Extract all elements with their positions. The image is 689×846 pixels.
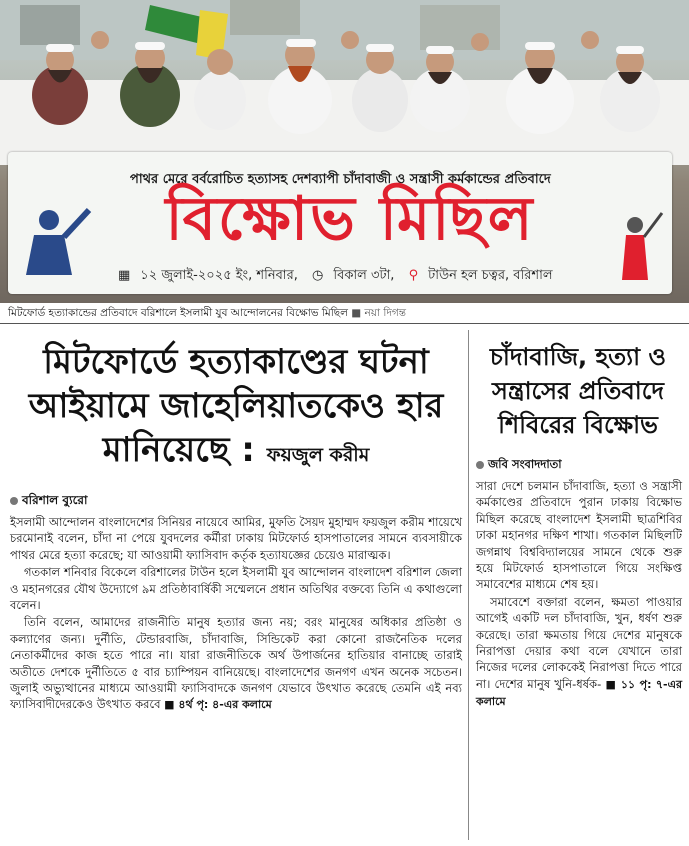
news-photo bbox=[0, 0, 689, 303]
paragraph-text: তিনি বলেন, আমাদের রাজনীতি মানুষ হত্যার জন্য নয়; বরং মানুষের অধিকার প্রতিষ্ঠা ও কল্যাণের জন্য। দুর্নীতি, টেন্ডারবাজি, চাঁদাবাজি, সিন্ডিকেট করা কোনো রাজনৈতিক দলের নেতাকর্মীদের কাজ হতে পারে না। যারা রাজনীতিকে অর্থ উপার্জনের হাতিয়ার বানাচ্ছে তারাই অতীতে দেশকে দুর্নীতিতে ৫ বার চ্যাম্পিয়ন বানিয়েছে। বাংলাদেশের জনগণ এখন অনেক সচেতন। জুলাই অভ্যুত্থানের মাধ্যমে আওয়ামী ফ্যাসিবাদকে জনগণ যেভাবে উৎখাত করেছে তেমনি এই নব্য ফ্যাসিবাদীদেরকেও উৎখাত করবে bbox=[10, 615, 462, 712]
banner-place: টাউন হল চত্বর, বরিশাল bbox=[428, 268, 553, 283]
photo-caption bbox=[8, 306, 406, 323]
side-byline bbox=[476, 456, 562, 475]
side-body bbox=[476, 478, 682, 712]
paragraph bbox=[476, 594, 682, 711]
calendar-icon: ▦ bbox=[118, 268, 131, 283]
headline-text: মিটফোর্ডে হত্যাকাণ্ডের ঘটনা আইয়ামে জাহেলিয়াতকেও হার মানিয়েছে : bbox=[28, 342, 444, 470]
byline-text: জবি সংবাদদাতা bbox=[488, 457, 562, 471]
bullet-icon bbox=[476, 461, 484, 469]
caption-text: মিটফোর্ড হত্যাকান্ডের প্রতিবাদে বরিশালে ইসলামী যুব আন্দোলনের বিক্ষোভ মিছিল bbox=[8, 307, 348, 319]
main-headline bbox=[10, 340, 462, 477]
divider bbox=[0, 323, 689, 324]
paragraph: ইসলামী আন্দোলন বাংলাদেশের সিনিয়র নায়েবে আমির, মুফতি সৈয়দ মুহাম্মদ ফয়জুল করীম শায়েখে চরমোনাই বলেন, চাঁদা না পেয়ে যুবদলের কর্মীরা ঢাকায় মিটফোর্ড হাসপাতালের সামনে ব্যবসায়ীকে পাথর মেরে হত্যা করেছে; যা আওয়ামী ফ্যাসিবাদ কর্তৃক হত্যাযজ্ঞের চেয়েও মারাত্মক। bbox=[10, 515, 462, 562]
headline-author: ফয়জুল করীম bbox=[266, 444, 370, 466]
bullet-icon bbox=[10, 497, 18, 505]
paragraph bbox=[10, 614, 462, 713]
paragraph-text: সমাবেশে বক্তারা বলেন, ক্ষমতা পাওয়ার আগেই একটি দল চাঁদাবাজি, খুন, ধর্ষণ শুরু করেছে। তারা ক্ষমতায় গিয়ে দেশের মানুষকে নিরাপত্তা দেয়ার কথা বলে যেখানে তারা নিজের দলের লোককেই নিরাপত্তা দিতে পারে না। দেশের মানুষ খুনি-ধর্ষক- bbox=[476, 594, 682, 691]
banner-date: ১২ জুলাই-২০২৫ ইং, শনিবার, bbox=[140, 268, 298, 283]
byline-text: বরিশাল ব্যুরো bbox=[22, 493, 88, 507]
location-pin-icon: ⚲ bbox=[408, 268, 419, 283]
paragraph: সারা দেশে চলমান চাঁদাবাজি, হত্যা ও সন্ত্রাসী কর্মকাণ্ডের প্রতিবাদে পুরান ঢাকায় বিক্ষোভ মিছিল করেছে বাংলাদেশ ইসলামী ছাত্রশিবির ঢাকা মহানগর দক্ষিণ শাখা। গতকাল মিছিলটি জগন্নাথ বিশ্ববিদ্যালয়ের সামনে থেকে শুরু হয়ে মিটফোর্ড হাসপাতালে গিয়ে সংক্ষিপ্ত সমাবেশের মাধ্যমে শেষ হয়। bbox=[476, 479, 682, 592]
side-headline: চাঁদাবাজি, হত্যা ও সন্ত্রাসের প্রতিবাদে শিবিরের বিক্ষোভ bbox=[489, 343, 667, 439]
banner-subtitle: পাথর মেরে বর্বরোচিত হত্যাসহ দেশব্যাপী চাঁদাবাজী ও সন্ত্রাসী কর্মকান্ডের প্রতিবাদে bbox=[130, 172, 551, 187]
protest-silhouette-icon bbox=[14, 195, 99, 285]
banner-title: বিক্ষোভ মিছিল bbox=[165, 184, 535, 254]
paragraph: গতকাল শনিবার বিকেলে বরিশালের টাউন হলে ইসলামী যুব আন্দোলন বাংলাদেশ বরিশাল জেলা ও মহানগরের যৌথ উদ্যোগে ৯ম প্রতিষ্ঠাবার্ষিকী সম্মেলনে প্রধান অতিথির বক্তব্যে তিনি এ কথাগুলো বলেন। bbox=[10, 565, 462, 613]
banner-time: বিকাল ৩টা, bbox=[333, 268, 395, 283]
protester-figure-icon bbox=[600, 205, 670, 290]
main-byline bbox=[10, 492, 87, 512]
continuation-link[interactable]: ■ ৪র্থ পৃ: ৪-এর কলামে bbox=[164, 698, 272, 712]
column-divider bbox=[468, 330, 469, 840]
clock-icon: ◷ bbox=[312, 268, 324, 283]
continuation-link[interactable]: ■ ১১ পৃ: ৭-এর কলামে bbox=[476, 677, 683, 709]
caption-source: ■ নয়া দিগন্ত bbox=[351, 307, 407, 319]
main-body bbox=[10, 514, 462, 715]
crowd-illustration bbox=[0, 0, 689, 165]
banner-info bbox=[118, 266, 563, 287]
